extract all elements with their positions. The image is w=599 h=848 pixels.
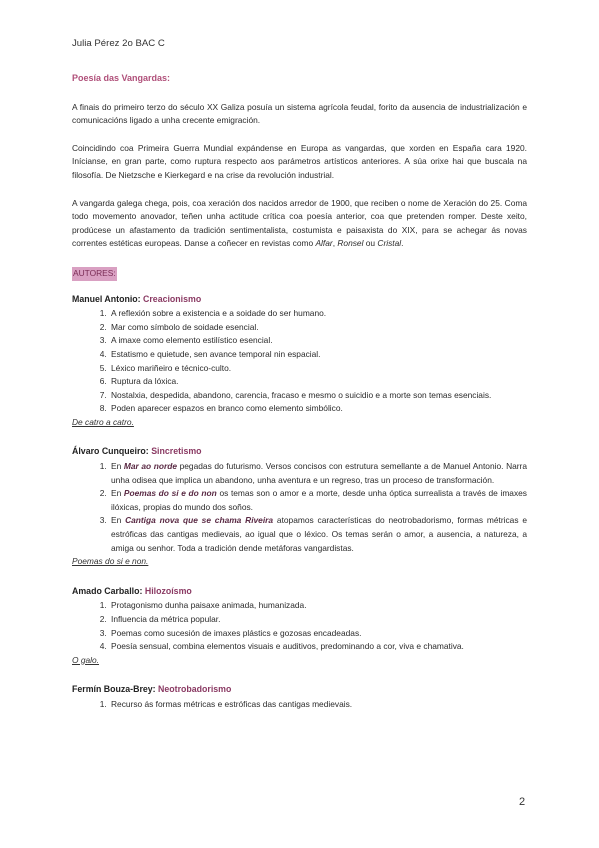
list-item: 5. Léxico mariñeiro e técnico-culto. [109,362,527,376]
magazine-ronsel: Ronsel [337,238,364,249]
section-title: Poesía das Vangardas: [72,73,171,83]
item-post: pegadas do futurismo. Versos concisos con estrutura semellante a de Manuel Antonio. Narra unha odisea que implica un abandono, unha aventura e un regreso, tras un proceso de transformación. [111,461,528,485]
list-item: 2. Influencia da métrica popular. [109,613,527,627]
author-movement: Creacionismo [143,293,202,304]
work-title-link[interactable]: Poemas do si e non. [72,556,149,567]
author-name: Amado Carballo: [72,585,143,596]
list-item: 3. Poemas como sucesión de imaxes plástics e gozosas encadeadas. [109,627,527,641]
author-list-manuel-antonio [72,307,527,416]
author-heading-alvaro-cunqueiro [72,445,527,459]
author-list-amado-carballo [72,599,527,653]
paragraph-3 [72,197,527,251]
list-item: 1. Recurso ás formas métricas e estróficas das cantigas medievais. [109,698,527,712]
list-item: 4. Poesía sensual, combina elementos visuais e auditivos, predominando a cor, viva e chamativa. [109,640,527,654]
author-name: Álvaro Cunqueiro: [72,446,149,457]
author-name: Manuel Antonio: [72,293,141,304]
author-list-fermin-bouza-brey [72,698,527,712]
authors-label: AUTORES: [72,267,117,281]
document-body [72,72,527,712]
author-heading-fermin-bouza-brey [72,683,527,697]
separator: , [332,238,338,249]
list-item: 2. Mar como símbolo de soidade esencial. [109,321,527,335]
item-pre: En [111,461,124,472]
list-item: 1. Protagonismo dunha paisaxe animada, humanizada. [109,599,527,613]
author-list-alvaro-cunqueiro [72,460,527,555]
magazine-alfar: Alfar [315,238,333,249]
item-pre: En [111,515,126,526]
list-item: 4. Estatismo e quietude, sen avance temporal nin espacial. [109,348,527,362]
author-name: Fermín Bouza-Brey: [72,684,156,695]
author-movement: Sincretismo [151,446,202,457]
author-heading-manuel-antonio [72,293,527,307]
author-movement: Hilozoísmo [144,585,192,596]
page-header: Julia Pérez 2o BAC C [72,38,165,49]
work-title: Mar ao norde [123,461,178,472]
list-item: 1. A reflexión sobre a existencia e a soidade do ser humano. [109,307,527,321]
list-item [109,514,527,555]
list-item: 7. Nostalxia, despedida, abandono, carencia, fracaso e mesmo o suicidio e a morte son temas esenciais. [109,389,527,403]
paragraph-1: A finais do primeiro terzo do século XX Galiza posuía un sistema agrícola feudal, forito da ausencia de industrialización e comunicacións ligado a unha crecente emigración. [72,101,527,126]
list-item: 8. Poden aparecer espazos en branco como elemento simbólico. [109,402,527,416]
work-title-link[interactable]: O galo. [72,654,100,665]
author-heading-amado-carballo [72,585,527,599]
separator: ou [363,238,378,249]
paragraph-2: Coincidindo coa Primeira Guerra Mundial expándense en Europa as vangardas, que xorden en España cara 1920. Inícianse, en gran parte, como ruptura respecto aos parámetros artísticos anteriores. A súa orixe hai que buscala na filosofía. De Nietzsche e Kierkegard e na crise da revolución industrial. [72,142,527,180]
list-item [109,460,527,487]
list-item: 3. A imaxe como elemento estilístico esencial. [109,334,527,348]
work-title: Cantiga nova que se chama Riveira [125,515,274,526]
page-number: 2 [519,796,526,808]
list-item [109,487,527,514]
period: . [401,238,404,249]
work-title-link[interactable]: De catro a catro. [72,416,134,427]
work-title: Poemas do si e do non [123,488,217,499]
magazine-cristal: Cristal [377,238,402,249]
list-item: 6. Ruptura da lóxica. [109,375,527,389]
author-movement: Neotrobadorismo [158,684,232,695]
item-pre: En [111,488,124,499]
item-post: os temas son o amor e a morte, desde unha óptica surrealista a través de imaxes ilóxicas, propias do mundo dos soños. [111,488,527,512]
item-post: atopamos características do neotrobadorismo, formas métricas e estróficas das cantigas medievais, ao igual que o léxico. Os temas serán o amor, a ausencia, a natureza, a amiga ou senhor. Toda a tradición dende metáforas vangardistas. [111,515,527,553]
paragraph-3-text: A vangarda galega chega, pois, coa xeración dos nacidos arredor de 1900, que reciben o nome de Xeración do 25. Coma todo movemento anovador, teñen unha actitude crítica coa poesía anterior, coa que pretenden romper. Deste xeito, prodúcese un afastamento da tradición sentimentalista, costumista e paisaxista do XIX, para se achegar ás novas correntes estéticas europeas. Danse a coñecer en revistas como [72,197,527,249]
